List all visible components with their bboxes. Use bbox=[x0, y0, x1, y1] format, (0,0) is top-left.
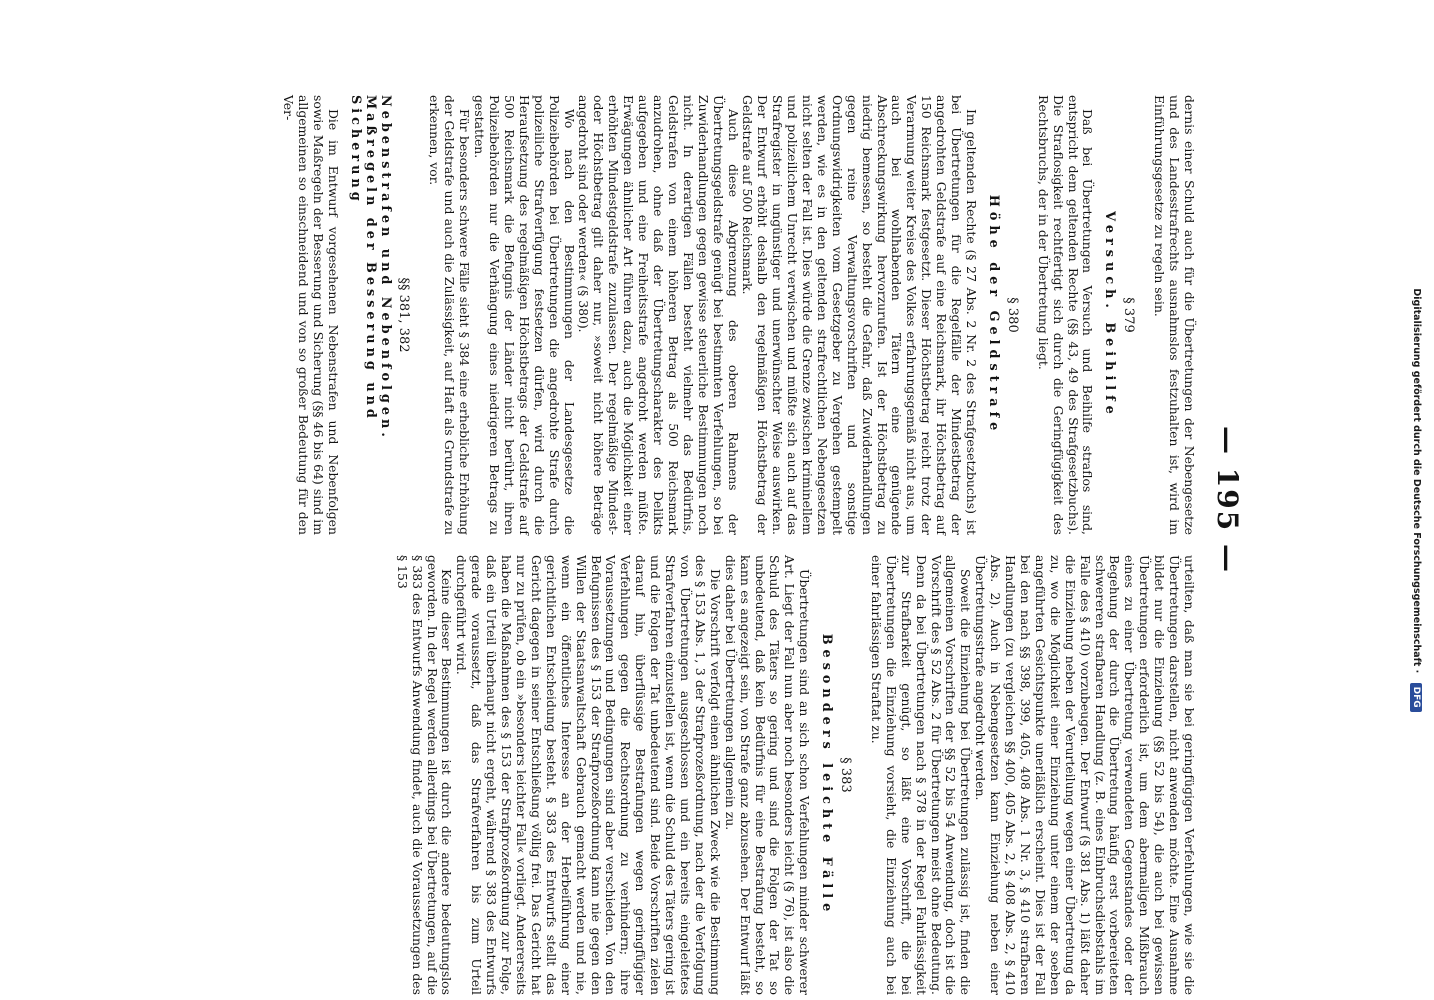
paragraph: Auch diese Abgrenzung des oberen Rahmens der Übertretungsgeldstrafe genügt bei bestimmten Verfehlungen, so bei Zuwiderhandlungen gegen gewisse steuerliche Bestimmungen noch nicht. In derartigen Fällen besteht vielmehr das Bedürfnis, Geldstrafen von einem höheren Betrag als 500 Reichsmark anzudrohen, ohne daß der Übertretungscharakter des Delikts aufgegeben und eine Freiheitsstrafe angedroht werden müßte. Erwägungen ähnlicher Art führen dazu, auch die Möglichkeit einer erhöhten Mindestgeldstrafe zuzulassen. Der regelmäßige Mindest- oder Höchstbetrag gilt daher nur, »soweit nicht höhere Beträge angedroht sind oder werden« (§ 380). bbox=[576, 95, 741, 535]
paragraph: dernis einer Schuld auch für die Übertretungen der Nebengesetze und des Landesstrafrechts ausnahmslos festzuhalten ist, wird im Einführungsgesetze zu regeln sein. bbox=[1152, 95, 1197, 535]
paragraph: Übertretungen sind an sich schon Verfehlungen minder schwerer Art. Liegt der Fall nun aber noch besonders leicht (§ 76), ist also die Schuld des Täters so gering und sind die Folgen der Tat so unbedeutend, daß kein Bedürfnis für eine Bestrafung besteht, so kann es angezeigt sein, von Strafe ganz abzusehen. Der Entwurf läßt dies daher bei Übertretungen allgemein zu. bbox=[722, 555, 813, 995]
section-number: § 383 bbox=[838, 757, 854, 793]
paragraph: Im geltenden Rechte (§ 27 Abs. 2 Nr. 2 des Strafgesetzbuchs) ist bei Übertretungen für die Regelfälle der Mindestbetrag der angedrohten Geldstrafe auf eine Reichsmark, ihr Höchstbetrag auf 150 Reichsmark festgesetzt. Dieser Höchstbetrag reicht trotz der Verarmung weiter Kreise des Volkes erfahrungsgemäß nicht aus, um auch bei wohlhabenden Tätern eine genügende Abschreckungswirkung hervorzurufen. Ist der Höchstbetrag zu niedrig bemessen, so besteht die Gefahr, daß Zuwiderhandlungen gegen reine Verwaltungsvorschriften und sonstige Ordnungswidrigkeiten vom Gesetzgeber zu Vergehen gestempelt werden, wie es in den geltenden strafrechtlichen Nebengesetzen nicht selten der Fall ist. Dies würde die Grenze zwischen kriminellem und polizeilichem Unrecht verwischen und müßte sich auch auf das Strafregister in ungünstiger und unerwünschter Weise auswirken. Der Entwurf erhöht deshalb den regelmäßigen Höchstbetrag der Geldstrafe auf 500 Reichsmark. bbox=[740, 95, 980, 535]
paragraph: Keine dieser Bestimmungen ist durch die andere bedeutungslos geworden. In der Regel werden allerdings bei Übertretungen, auf die § 383 des Entwurfs Anwendung findet, auch die Voraussetzungen des § 153 bbox=[394, 555, 455, 995]
right-column bbox=[394, 555, 1196, 995]
page-number: — 195 — bbox=[1211, 426, 1244, 574]
paragraph: Die im Entwurf vorgesehenen Nebenstrafen und Nebenfolgen sowie Maßregeln der Besserung und Sicherung (§§ 46 bis 64) sind im allgemeinen so einschneidend und von so großer Bedeutung für den Ver- bbox=[281, 95, 341, 535]
section-title: Versuch. Beihilfe bbox=[1102, 211, 1118, 419]
left-column bbox=[280, 95, 1196, 535]
digitization-note-text: Digitalisierung gefördert durch die Deutsche Forschungsgemeinschaft · bbox=[1411, 288, 1422, 674]
paragraph: Die Vorschrift verfolgt einen ähnlichen Zweck wie die Bestimmung des § 153 Abs. 1, 3 der Strafprozeßordnung, nach der die Verfolgung von Übertretungen ausgeschlossen und ein bereits eingeleitetes Strafverfahren einzustellen ist, wenn die Schuld des Täters gering ist und die Folgen der Tat unbedeutend sind. Beide Vorschriften zielen darauf hin, überflüssige Bestrafungen wegen geringfügiger Verfehlungen gegen die Rechtsordnung zu verhindern; ihre Voraussetzungen und Bedingungen sind aber verschieden. Von den Befugnissen des § 153 der Strafprozeßordnung kann nie gegen den Willen der Staatsanwaltschaft Gebrauch gemacht werden und nie, wenn ein öffentliches Interesse an der Herbeiführung einer gerichtlichen Entscheidung besteht. § 383 des Entwurfs stellt das Gericht dagegen in seiner Entschließung völlig frei. Das Gericht hat nur zu prüfen, ob ein »besonders leichter Fall« vorliegt. Andererseits haben die Maßnahmen des § 153 der Strafprozeßordnung zur Folge, daß ein Urteil überhaupt nicht ergeht, während § 383 des Entwurfs gerade voraussetzt, daß das Strafverfahren bis zum Urteil durchgeführt wird. bbox=[454, 555, 723, 995]
section-title: Höhe der Geldstrafe bbox=[985, 194, 1001, 436]
section-title: Besonders leichte Fälle bbox=[819, 633, 835, 917]
paragraph: Für besonders schwere Fälle sieht § 384 eine erhebliche Erhöhung der Geldstrafe und auch die Zulässigkeit, auf Haft als Grundstrafe zu erkennen, vor. bbox=[427, 95, 473, 535]
section-number: §§ 381, 382 bbox=[396, 277, 412, 353]
digitization-note bbox=[1410, 0, 1422, 1000]
section-title: Nebenstrafen und Nebenfolgen. Maßregeln der Besserung und Sicherung bbox=[347, 95, 393, 441]
section-number: § 380 bbox=[1004, 297, 1020, 333]
paragraph: Daß bei Übertretungen Versuch und Beihilfe straflos sind, entspricht dem geltenden Rechte (§§ 43, 49 des Strafgesetzbuchs). Die Straflosigkeit rechtfertigt sich durch die Geringfügigkeit des Rechtsbruchs, der in der Übertretung liegt. bbox=[1035, 95, 1096, 535]
dfg-logo: DFG bbox=[1410, 683, 1422, 712]
paragraph: Wo nach den Bestimmungen der Landesgesetze die Polizeibehörden bei Übertretungen die angedrohte Strafe durch polizeiliche Strafverfügung festsetzen dürfen, wird durch die Heraufsetzung des regelmäßigen Höchstbetrags der Geldstrafe auf 500 Reichsmark die Befugnis der Länder nicht berührt, ihren Polizeibehörden nur die Verhängung eines niedrigeren Betrags zu gestatten. bbox=[472, 95, 577, 535]
section-number: § 379 bbox=[1121, 297, 1137, 333]
paragraph: urteilten, daß man sie bei geringfügigen Verfehlungen, wie sie die Übertretungen darstellen, nicht anwenden möchte. Eine Ausnahme bildet nur die Einziehung (§§ 52 bis 54), die auch bei gewissen Übertretungen erforderlich ist, um dem abermaligen Mißbrauch eines zu einer Übertretung verwendeten Gegenstandes oder der Begehung der durch die Übertretung häufig erst vorbereiteten schwereren strafbaren Handlung (z. B. eines Einbruchsdiebstahls im Falle des § 410) vorzubeugen. Der Entwurf (§ 381 Abs. 1) läßt daher die Einziehung neben der Verurteilung wegen einer Übertretung da zu, wo die Möglichkeit einer Einziehung unter einem der soeben angeführten Gesichtspunkte unerläßlich erscheint. Dies ist der Fall bei den nach §§ 398, 399, 405, 408 Abs. 1 Nr. 3, § 410 strafbaren Handlungen (zu vergleichen §§ 400, 405 Abs. 2, § 408 Abs. 2, § 410 Abs. 2). Auch in Nebengesetzen kann Einziehung neben einer Übertretungsstrafe angedroht werden. bbox=[973, 555, 1197, 995]
paragraph: Soweit die Einziehung bei Übertretungen zulässig ist, finden die allgemeinen Vorschriften der §§ 52 bis 54 Anwendung, doch ist die Vorschrift des § 52 Abs. 2 für Übertretungen meist ohne Bedeutung. Denn da bei Übertretungen nach § 378 in der Regel Fahrlässigkeit zur Strafbarkeit genügt, so läßt eine Vorschrift, die bei Übertretungen die Einziehung vorsieht, die Einziehung auch bei einer fahrlässigen Straftat zu. bbox=[868, 555, 974, 995]
